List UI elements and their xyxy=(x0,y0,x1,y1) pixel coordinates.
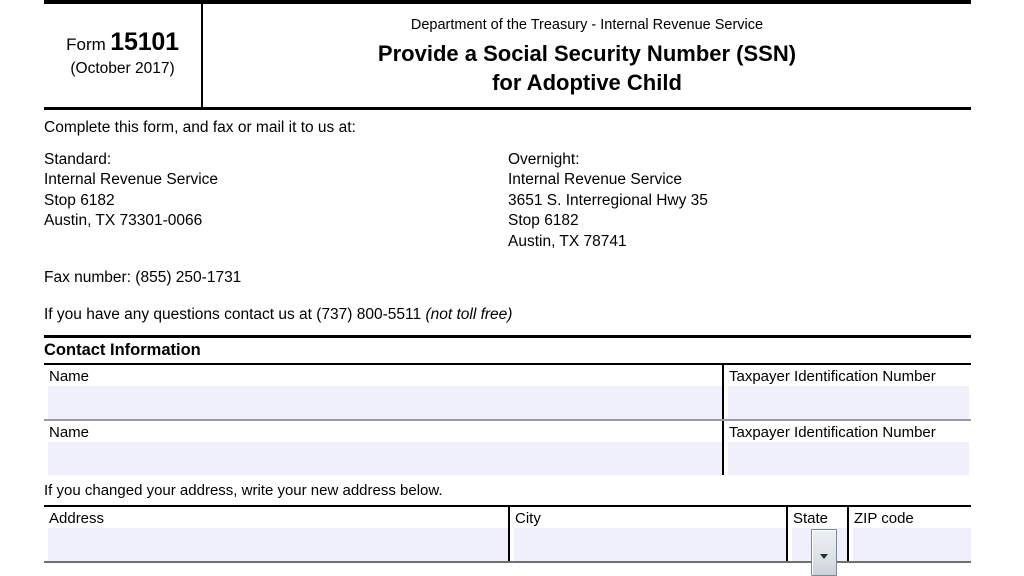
intro-block xyxy=(44,107,971,325)
contact-information-table xyxy=(44,363,971,475)
spacer xyxy=(44,289,971,305)
page-title xyxy=(378,40,796,97)
zip-label: ZIP code xyxy=(854,510,914,527)
tin-cell-1 xyxy=(722,365,969,419)
overnight-line-4: Austin, TX 78741 xyxy=(508,232,627,250)
city-cell xyxy=(508,507,786,561)
overnight-line-1: Internal Revenue Service xyxy=(508,171,683,188)
tin-label-1: Taxpayer Identification Number xyxy=(729,368,936,385)
mailing-addresses xyxy=(44,150,971,253)
table-row xyxy=(44,365,971,421)
questions-line xyxy=(44,305,971,326)
form-page xyxy=(44,0,971,576)
state-dropdown[interactable] xyxy=(811,529,837,576)
form-number-line xyxy=(66,27,179,56)
standard-heading: Standard: xyxy=(44,150,112,168)
name-label-2: Name xyxy=(49,424,90,441)
zip-cell xyxy=(847,507,971,561)
table-row xyxy=(44,507,971,563)
fax-number: Fax number: (855) 250-1731 xyxy=(44,269,242,286)
state-cell xyxy=(786,507,847,561)
overnight-heading: Overnight: xyxy=(508,150,580,168)
name-cell-1 xyxy=(44,365,722,419)
questions-text: If you have any questions contact us at (737) 800-5511 xyxy=(44,305,426,323)
tin-label-2: Taxpayer Identification Number xyxy=(729,424,936,441)
state-label: State xyxy=(793,510,829,527)
standard-line-1: Internal Revenue Service xyxy=(44,171,219,188)
standard-line-2: Stop 6182 xyxy=(44,191,115,209)
form-revision-date: (October 2017) xyxy=(70,59,175,77)
city-label: City xyxy=(515,510,541,527)
standard-line-3: Austin, TX 73301-0066 xyxy=(44,212,203,229)
new-address-table xyxy=(44,505,971,563)
intro-instruction: Complete this form, and fax or mail it to us at: xyxy=(44,119,356,136)
city-input[interactable] xyxy=(514,528,786,561)
address-input[interactable] xyxy=(48,528,508,561)
overnight-line-2: 3651 S. Interregional Hwy 35 xyxy=(508,191,708,209)
form-number: 15101 xyxy=(110,27,179,56)
zip-input[interactable] xyxy=(853,528,971,561)
address-label: Address xyxy=(49,510,105,527)
form-header xyxy=(44,0,971,107)
form-title-block xyxy=(203,4,971,107)
contact-information-section xyxy=(44,335,971,363)
name-input-2[interactable] xyxy=(48,442,722,475)
chevron-down-icon xyxy=(820,554,828,559)
name-label-1: Name xyxy=(49,368,90,385)
tin-cell-2 xyxy=(722,421,969,475)
section-title-contact-information: Contact Information xyxy=(44,341,201,359)
table-row xyxy=(44,421,971,475)
form-word-label: Form xyxy=(66,34,106,54)
tin-input-1[interactable] xyxy=(728,386,969,419)
address-cell xyxy=(44,507,508,561)
name-cell-2 xyxy=(44,421,722,475)
overnight-line-3: Stop 6182 xyxy=(508,212,579,229)
page-title-line1: Provide a Social Security Number (SSN) xyxy=(377,41,797,67)
page-title-line2: for Adoptive Child xyxy=(492,70,682,95)
spacer xyxy=(44,252,971,268)
form-identity-block xyxy=(44,4,203,107)
address-change-note: If you changed your address, write your new address below. xyxy=(44,482,443,499)
agency-name: Department of the Treasury - Internal Revenue Service xyxy=(410,17,764,34)
tin-input-2[interactable] xyxy=(728,442,969,475)
standard-address-block xyxy=(44,150,508,253)
name-input-1[interactable] xyxy=(48,386,722,419)
overnight-address-block xyxy=(508,150,971,253)
state-field-wrap xyxy=(792,528,847,561)
not-toll-free-note: (not toll free) xyxy=(425,305,513,323)
